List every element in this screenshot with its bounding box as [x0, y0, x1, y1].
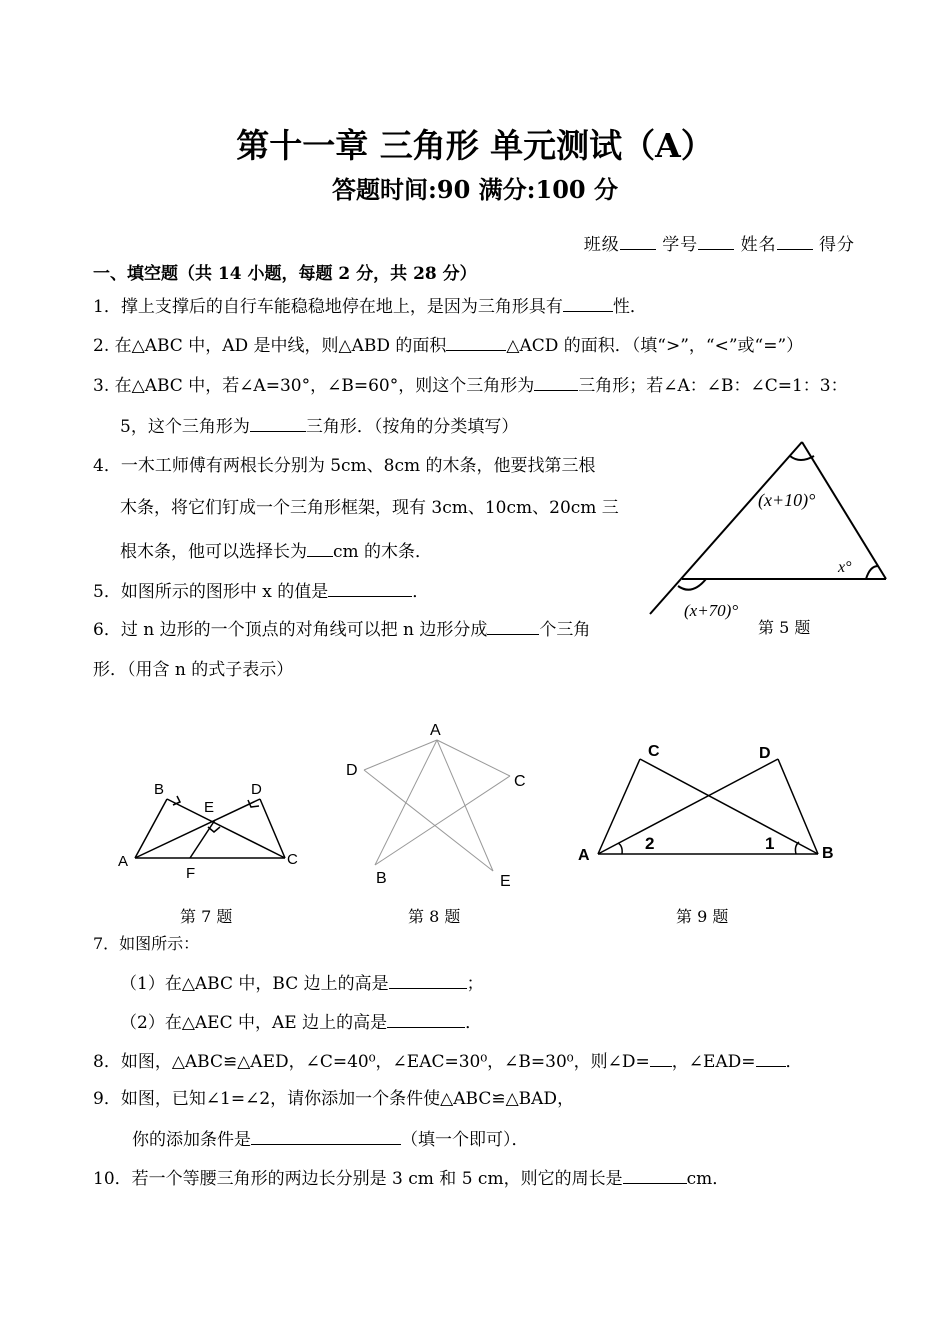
question-7-part-1: （1）在△ABC 中，BC 边上的高是 ；	[120, 974, 484, 994]
page-title: 第十一章 三角形 单元测试（A）	[236, 126, 714, 165]
fig5-label-top: (x+10)°	[758, 490, 816, 510]
fig9-label-C: C	[648, 743, 660, 760]
question-9-cont: 你的添加条件是 （填一个即可）．	[132, 1130, 529, 1150]
question-6: 6．过 n 边形的一个顶点的对角线可以把 n 边形分成 个三角	[93, 620, 591, 640]
question-2: 2. 在△ABC 中，AD 是中线，则△ABD 的面积 △ACD 的面积．（填“>”，“<”或“=”）	[93, 336, 804, 356]
fig9-label-D: D	[759, 745, 771, 762]
figure-8	[340, 718, 540, 893]
figure-9	[570, 732, 845, 872]
q1-blank[interactable]	[563, 297, 613, 312]
q2-blank[interactable]	[446, 336, 506, 351]
fig9-label-B: B	[822, 845, 834, 862]
question-4-line-2: 木条，将它们钉成一个三角形框架，现有 3cm、10cm、20cm 三	[120, 498, 619, 518]
class-label: 班级	[583, 235, 620, 255]
question-7-part-2: （2）在△AEC 中，AE 边上的高是 ．	[120, 1013, 483, 1033]
fig7-caption: 第 7 题	[180, 907, 233, 926]
question-3: 3. 在△ABC 中，若∠A=30°，∠B=60°，则这个三角形为 三角形；若∠A：∠B：∠C=1：3：	[93, 376, 848, 396]
class-blank[interactable]	[620, 235, 656, 250]
fig7-label-B: B	[154, 781, 165, 798]
q10-blank[interactable]	[623, 1169, 687, 1184]
question-1: 1．撑上支撑后的自行车能稳稳地停在地上，是因为三角形具有 性．	[93, 297, 647, 317]
fig9-label-A: A	[578, 847, 590, 864]
figure-7	[110, 770, 310, 885]
question-8: 8．如图，△ABC≌△AED，∠C=40⁰，∠EAC=30⁰，∠B=30⁰，则∠D= ，∠EAD= ．	[93, 1052, 803, 1072]
question-4-line-3: 根木条，他可以选择长为 cm 的木条．	[120, 542, 433, 562]
fig9-angle-1-label: 1	[765, 834, 775, 853]
q9-blank[interactable]	[251, 1130, 401, 1145]
fig7-label-D: D	[251, 781, 262, 798]
fig9-caption: 第 9 题	[676, 907, 729, 926]
page-subtitle: 答题时间:90 满分:100 分	[332, 175, 618, 204]
fig7-label-A: A	[118, 853, 129, 870]
fig5-label-bottom: (x+70)°	[684, 601, 739, 620]
q7-blank-1[interactable]	[389, 974, 467, 989]
question-4: 4．一木工师傅有两根长分别为 5cm、8cm 的木条，他要找第三根	[93, 456, 596, 476]
question-7: 7．如图所示：	[93, 934, 200, 953]
fig5-exterior-angle-arc	[678, 579, 706, 590]
student-info	[584, 230, 855, 255]
fig7-label-F: F	[186, 865, 196, 882]
q8-blank-1[interactable]	[650, 1052, 672, 1067]
fig8-label-D: D	[346, 762, 358, 779]
q4-blank[interactable]	[307, 542, 333, 557]
fig5-label-right: x°	[838, 559, 852, 576]
fig5-right-angle-arc	[866, 566, 878, 579]
fig7-label-C: C	[287, 851, 298, 868]
question-3-cont: 5，这个三角形为 三角形．（按角的分类填写）	[120, 417, 519, 437]
question-10: 10．若一个等腰三角形的两边长分别是 3 cm 和 5 cm，则它的周长是 cm．	[93, 1169, 730, 1189]
fig7-right-angle-B	[173, 796, 180, 805]
id-label: 学号	[662, 235, 699, 255]
fig8-label-B: B	[376, 870, 387, 887]
q8-blank-2[interactable]	[756, 1052, 786, 1067]
fig8-label-A: A	[430, 722, 441, 739]
q5-blank[interactable]	[328, 582, 412, 597]
section-heading: 一、填空题（共 14 小题，每题 2 分，共 28 分）	[93, 264, 477, 284]
question-5: 5．如图所示的图形中 x 的值是 ．	[93, 582, 430, 602]
name-label: 姓名	[740, 235, 777, 255]
score-label: 得分	[819, 235, 855, 255]
fig9-angle-2-arc	[618, 843, 622, 854]
q3-blank-2[interactable]	[250, 417, 306, 432]
question-9: 9．如图，已知∠1=∠2，请你添加一个条件使△ABC≌△BAD，	[93, 1089, 575, 1109]
fig8-label-E: E	[500, 873, 511, 890]
fig7-right-angle-E	[208, 827, 220, 832]
q7-blank-2[interactable]	[387, 1013, 465, 1028]
id-blank[interactable]	[698, 235, 734, 250]
fig8-label-C: C	[514, 773, 526, 790]
fig8-caption: 第 8 题	[408, 907, 461, 926]
fig9-angle-2-label: 2	[645, 834, 655, 853]
fig5-caption: 第 5 题	[758, 618, 811, 637]
fig7-label-E: E	[204, 799, 215, 816]
fig5-left-side-extended	[650, 442, 802, 614]
name-blank[interactable]	[777, 235, 813, 250]
question-6-cont: 形．（用含 n 的式子表示）	[93, 660, 294, 680]
q3-blank-1[interactable]	[534, 376, 578, 391]
q6-blank[interactable]	[487, 620, 539, 635]
